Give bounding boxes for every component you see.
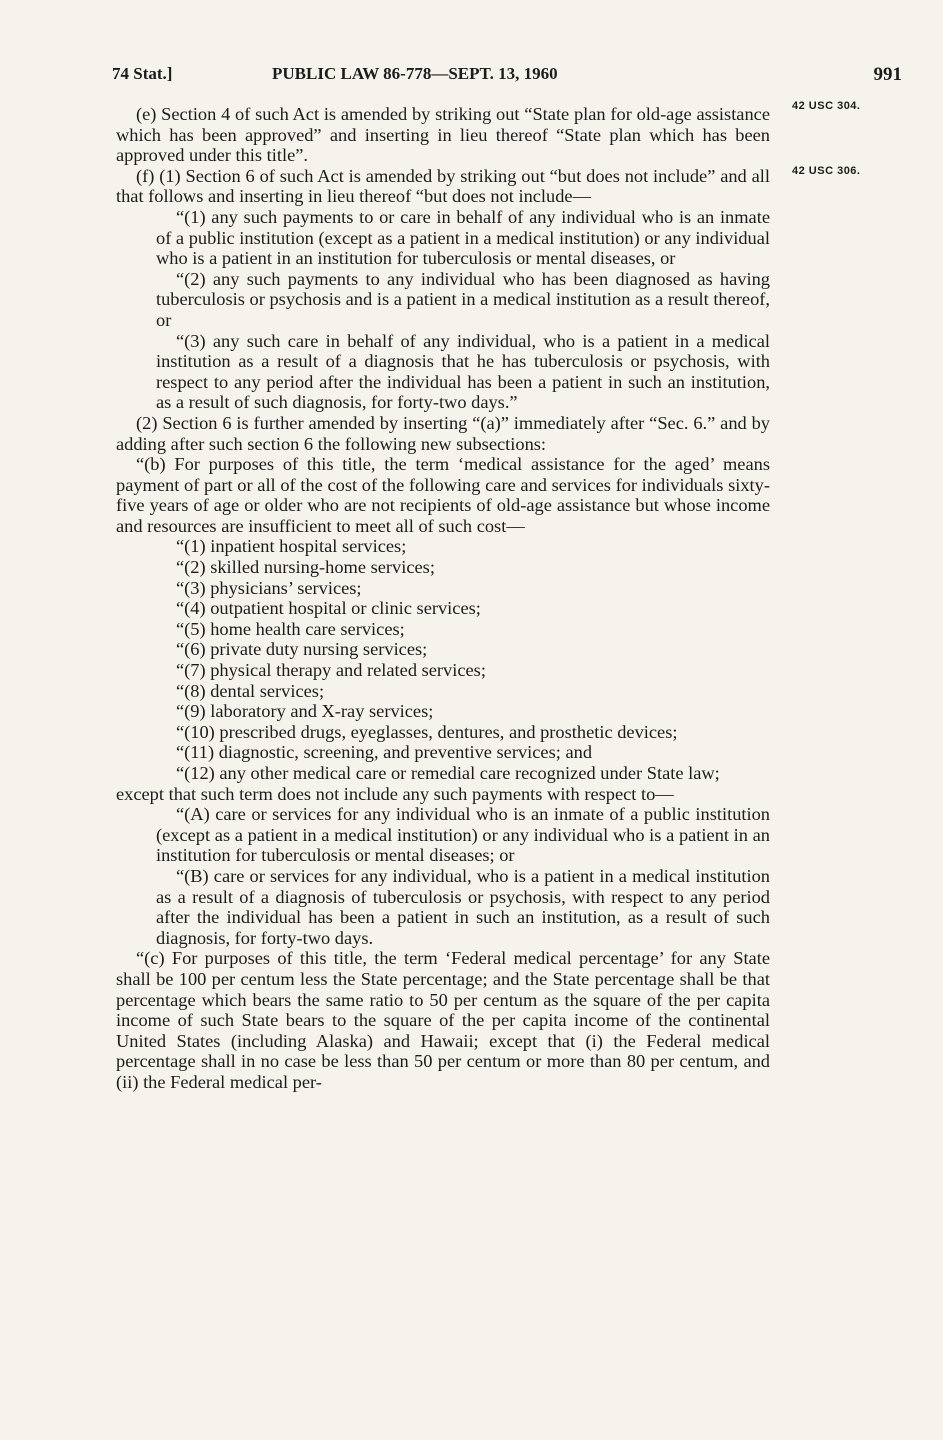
- service-item: “(7) physical therapy and related services;: [176, 660, 486, 681]
- margin-note-usc-304: 42 USC 304.: [792, 100, 861, 112]
- service-item: “(10) prescribed drugs, eyeglasses, dentures, and prosthetic devices;: [176, 721, 678, 742]
- exception-a: “(A) care or services for any individual who is an inmate of a public institution (except as a patient in a medical institution) or any individual who is a patient in an institution for tuberculosis or mental diseases; or: [156, 804, 770, 866]
- service-item: “(2) skilled nursing-home services;: [176, 557, 435, 578]
- body-text: [116, 104, 770, 1093]
- except-intro: except that such term does not include any such payments with respect to—: [116, 783, 674, 804]
- service-item: “(6) private duty nursing services;: [176, 639, 428, 660]
- service-item: “(12) any other medical care or remedial care recognized under State law;: [176, 763, 720, 783]
- exception-b: “(B) care or services for any individual, who is a patient in a medical institution as a result of a diagnosis of tuberculosis or psychosis, with respect to any period after the individual has been a patient in such an institution, as a result of such diagnosis, for forty-two days.: [156, 865, 770, 948]
- service-item: “(11) diagnostic, screening, and preventive services; and: [176, 742, 593, 763]
- clause-3: “(3) any such care in behalf of any individual, who is a patient in a medical institution as a result of a diagnosis that he has tuberculosis or psychosis, with respect to any period after the individual has been a patient in such an institution, as a result of such diagnosis, for forty-two days.”: [156, 330, 770, 413]
- paragraph-e: (e) Section 4 of such Act is amended by striking out “State plan for old-age assistance which has been approved” and inserting in lieu thereof “State plan which has been approved under this title”.: [116, 104, 770, 166]
- subsection-c: “(c) For purposes of this title, the term ‘Federal medical percentage’ for any State shall be 100 per centum less the State percentage; and the State percentage shall be that percentage which bears the same ratio to 50 per centum as the square of the per capita income of such State bears to the square of the per capita income of the continental United States (including Alaska) and Hawaii; except that (i) the Federal medical percentage shall in no case be less than 50 per centum or more than 80 per centum, and (ii) the Federal medical per-: [116, 948, 770, 1092]
- clause-2: “(2) any such payments to any individual who has been diagnosed as having tuberculosis or psychosis and is a patient in a medical institution as a result thereof, or: [156, 268, 770, 330]
- service-item: “(5) home health care services;: [176, 618, 405, 639]
- page-header: [112, 64, 902, 88]
- service-item: “(9) laboratory and X-ray services;: [176, 701, 434, 722]
- margin-note-usc-306: 42 USC 306.: [792, 165, 861, 177]
- service-item: “(8) dental services;: [176, 680, 325, 701]
- page-title: PUBLIC LAW 86-778—SEPT. 13, 1960: [272, 64, 558, 83]
- subsection-b: “(b) For purposes of this title, the term ‘medical assistance for the aged’ means payment of part or all of the cost of the following care and services for individuals sixty-five years of age or older who are not recipients of old-age assistance but whose income and resources are insufficient to meet all of such cost—: [116, 454, 770, 536]
- service-item: “(1) inpatient hospital services;: [176, 536, 407, 557]
- service-item: “(3) physicians’ services;: [176, 577, 362, 598]
- paragraph-f1: (f) (1) Section 6 of such Act is amended by striking out “but does not include” and all that follows and inserting in lieu thereof “but does not include—: [116, 165, 770, 207]
- statute-reference: 74 Stat.]: [112, 64, 173, 83]
- clause-1: “(1) any such payments to or care in behalf of any individual who is an inmate of a public institution (except as a patient in a medical institution) or any individual who is a patient in an institution for tuberculosis or mental diseases, or: [156, 206, 770, 269]
- service-item: “(4) outpatient hospital or clinic services;: [176, 598, 481, 619]
- page-number: 991: [873, 64, 902, 85]
- paragraph-f2: (2) Section 6 is further amended by inserting “(a)” immediately after “Sec. 6.” and by adding after such section 6 the following new subsections:: [116, 412, 770, 454]
